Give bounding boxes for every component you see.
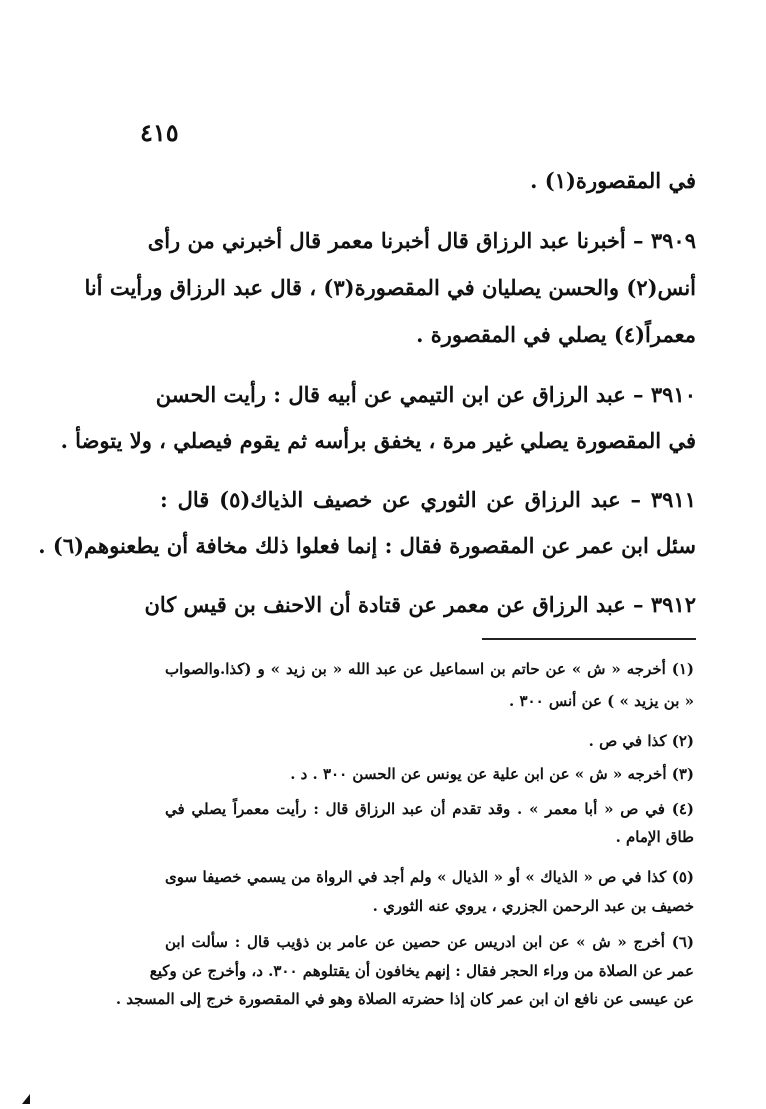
text-line: ٣٩١٢ – عبد الرزاق عن معمر عن قتادة أن الاحنف بن قيس كان — [144, 592, 696, 617]
footnote-line: خصيف بن عبد الرحمن الجزري ، يروي عنه الثوري . — [372, 897, 694, 915]
footnote-line: « بن يزيد » ) عن أنس ٣٠٠ . — [509, 692, 694, 710]
footnote-line: عمر عن الصلاة من وراء الحجر فقال : إنهم يخافون أن يقتلوهم ٣٠٠. د، وأخرج عن وكيع — [149, 962, 694, 980]
page-number: ٤١٥ — [140, 118, 179, 147]
footnote-line: طاق الإمام . — [615, 828, 694, 846]
footnote-separator — [482, 638, 696, 640]
text-line: معمراً(٤) يصلي في المقصورة . — [416, 322, 696, 347]
footnote-line: (٢) كذا في ص . — [588, 732, 694, 750]
text-line: ٣٩١٠ – عبد الرزاق عن ابن التيمي عن أبيه قال : رأيت الحسن — [155, 382, 696, 407]
text-line: ٣٩٠٩ – أخبرنا عبد الرزاق قال أخبرنا معمر قال أخبرني من رأى — [147, 228, 696, 253]
text-line: في المقصورة يصلي غير مرة ، يخفق برأسه ثم يقوم فيصلي ، ولا يتوضأ . — [60, 428, 696, 453]
footnote-line: (٣) أخرجه « ش » عن ابن علية عن يونس عن الحسن ٣٠٠ . د . — [290, 765, 694, 783]
scan-corner-mark — [22, 1094, 30, 1104]
text-line: في المقصورة(١) . — [530, 168, 696, 193]
footnote-line: (١) أخرجه « ش » عن حاتم بن اسماعيل عن عبد الله « بن زيد » و (كذا.والصواب — [165, 660, 694, 678]
text-line: ٣٩١١ – عبد الرزاق عن الثوري عن خصيف الذياك(٥) قال : — [160, 487, 696, 512]
text-line: سئل ابن عمر عن المقصورة فقال : إنما فعلوا ذلك مخافة أن يطعنوهم(٦) . — [38, 533, 696, 558]
footnote-line: (٥) كذا في ص « الذياك » أو « الذيال » ولم أجد في الرواة من يسمي خصيفا سوى — [165, 868, 694, 886]
footnote-line: عن عيسى عن نافع ان ابن عمر كان إذا حضرته الصلاة وهو في المقصورة خرج إلى المسجد . — [115, 990, 694, 1008]
footnote-line: (٦) أخرج « ش » عن ابن ادريس عن حصين عن عامر بن ذؤيب قال : سألت ابن — [165, 933, 694, 951]
text-line: أنس(٢) والحسن يصليان في المقصورة(٣) ، قال عبد الرزاق ورأيت أنا — [84, 275, 696, 300]
footnote-line: (٤) في ص « أبا معمر » . وقد تقدم أن عبد الرزاق قال : رأيت معمراً يصلي في — [165, 800, 694, 818]
